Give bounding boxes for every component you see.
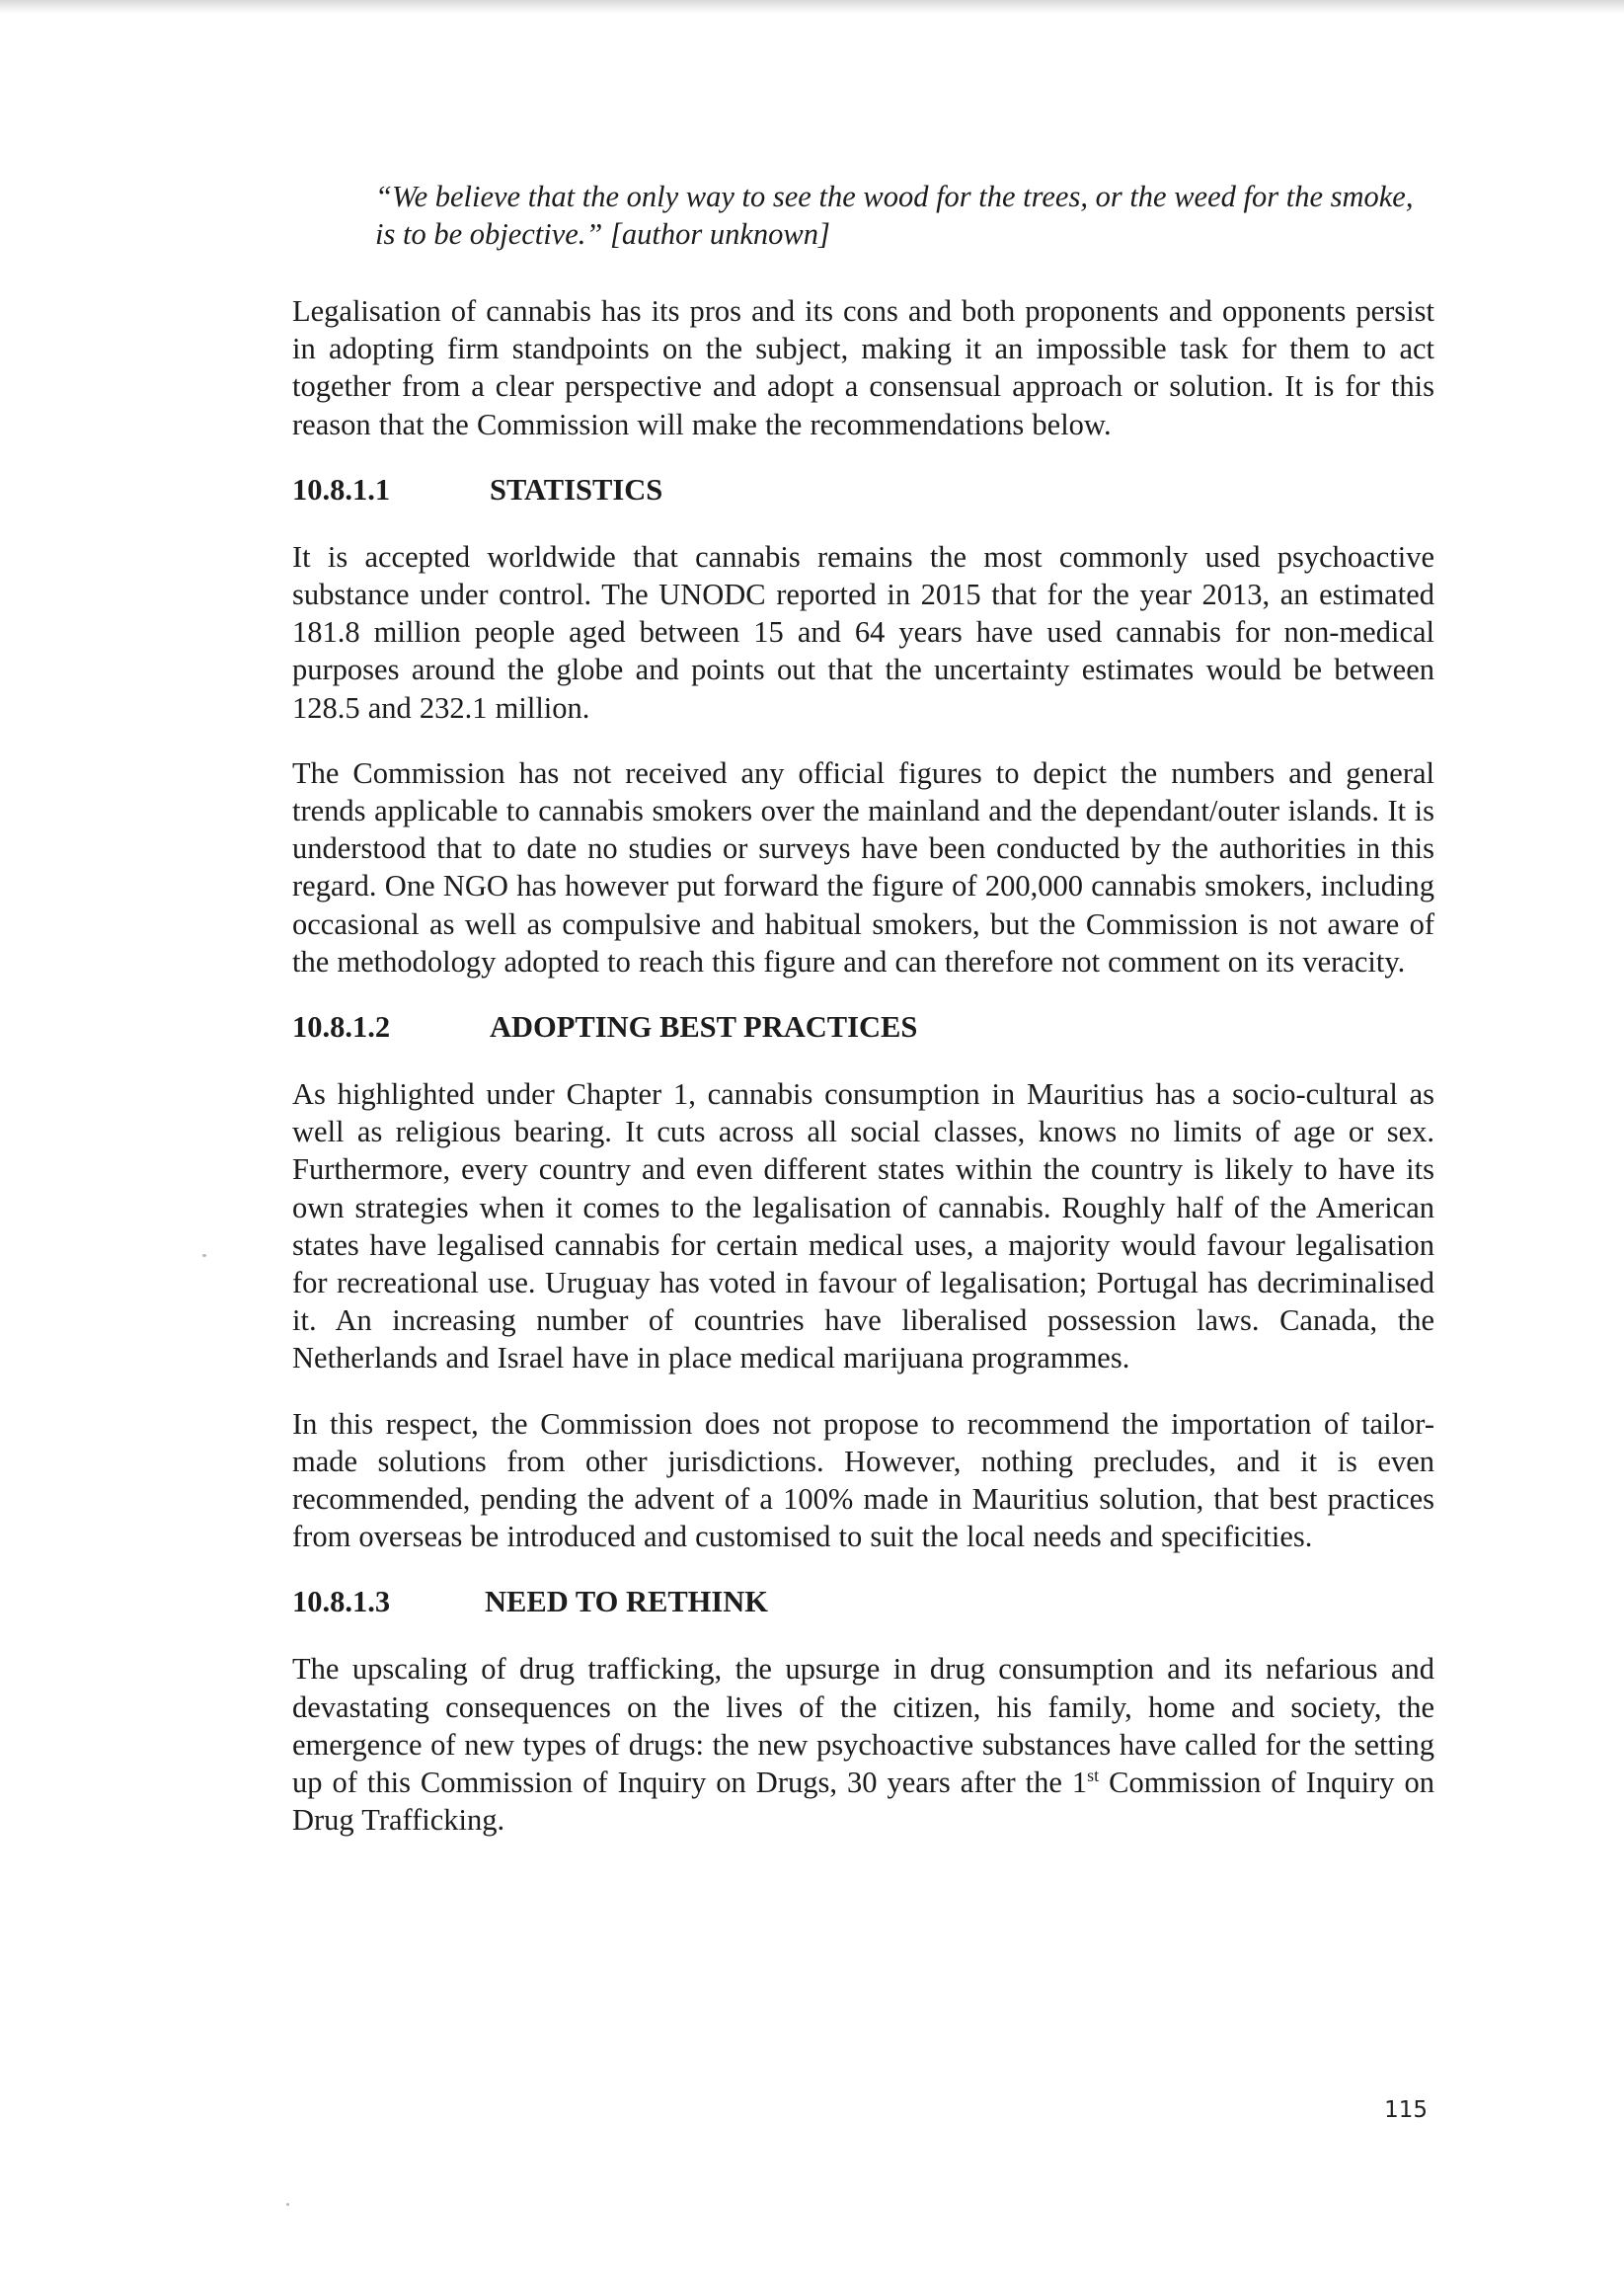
page-number: 115 (1384, 2097, 1428, 2123)
section-title: NEED TO RETHINK (485, 1585, 769, 1619)
epigraph-quote: “We believe that the only way to see the wood for the trees, or the weed for the smoke, is to be objective.” [author unknown] (375, 180, 1414, 251)
scan-speck (286, 2203, 289, 2206)
section-title: STATISTICS (490, 472, 663, 507)
scan-edge-shadow (0, 0, 1624, 14)
section-heading-best-practices (292, 1008, 1434, 1046)
section-number: 10.8.1.2 (292, 1010, 391, 1045)
ordinal-superscript: st (1087, 1765, 1100, 1785)
need-to-rethink-paragraph (292, 1650, 1434, 1839)
section-heading-need-to-rethink (292, 1583, 1434, 1620)
statistics-paragraph-1: It is accepted worldwide that cannabis remains the most commonly used psychoactive substance under control. The UNODC reported in 2015 that for the year 2013, an estimated 181.8 million people aged between 15 and 64 years have used cannabis for non-medical purposes around the globe and points out that the uncertainty estimates would be between 128.5 and 232.1 million. (292, 539, 1434, 725)
statistics-paragraph-2: The Commission has not received any official figures to depict the numbers and general trends applicable to cannabis smokers over the mainland and the dependant/outer islands. It is understood that to date no studies or surveys have been conducted by the authorities in this regard. One NGO has however put forward the figure of 200,000 cannabis smokers, including occasional as well as compulsive and habitual smokers, but the Commission is not aware of the methodology adopted to reach this figure and can therefore not comment on its veracity. (292, 755, 1434, 979)
document-body (292, 178, 1434, 1867)
section-number: 10.8.1.1 (292, 472, 391, 507)
section-heading-statistics (292, 471, 1434, 509)
scan-speck (202, 1254, 206, 1257)
section-number: 10.8.1.3 (292, 1585, 391, 1619)
rethink-text-part-2: Commission of Inquiry on Drug Trafficking. (292, 1766, 1435, 1838)
section-title: ADOPTING BEST PRACTICES (490, 1010, 918, 1045)
intro-paragraph: Legalisation of cannabis has its pros and its cons and both proponents and opponents persist in adopting firm standpoints on the subject, making it an impossible task for them to act together from a clear perspective and adopt a consensual approach or solution. It is for this reason that the Commission will make the recommendations below. (292, 294, 1434, 441)
best-practices-paragraph-1: As highlighted under Chapter 1, cannabis consumption in Mauritius has a socio-cultural as well as religious bearing. It cuts across all social classes, knows no limits of age or sex. Furthermore, every country and even different states within the country is likely to have its own strategies when it comes to the legalisation of cannabis. Roughly half of the American states have legalised cannabis for certain medical uses, a majority would favour legalisation for recreational use. Uruguay has voted in favour of legalisation; Portugal has decriminalised it. An increasing number of countries have liberalised possession laws. Canada, the Netherlands and Israel have in place medical marijuana programmes. (292, 1077, 1434, 1375)
best-practices-paragraph-2: In this respect, the Commission does not propose to recommend the importation of tailor-made solutions from other jurisdictions. However, nothing precludes, and it is even recommended, pending the advent of a 100% made in Mauritius solution, that best practices from overseas be introduced and customised to suit the local needs and specificities. (292, 1406, 1434, 1554)
rethink-text-part-1: The upscaling of drug trafficking, the upsurge in drug consumption and its nefarious and devastating consequences on the lives of the citizen, his family, home and society, the emergence of new types of drugs: the new psychoactive substances have called for the setting up of this Commission of Inquiry on Drugs, 30 years after the 1 (292, 1652, 1434, 1800)
